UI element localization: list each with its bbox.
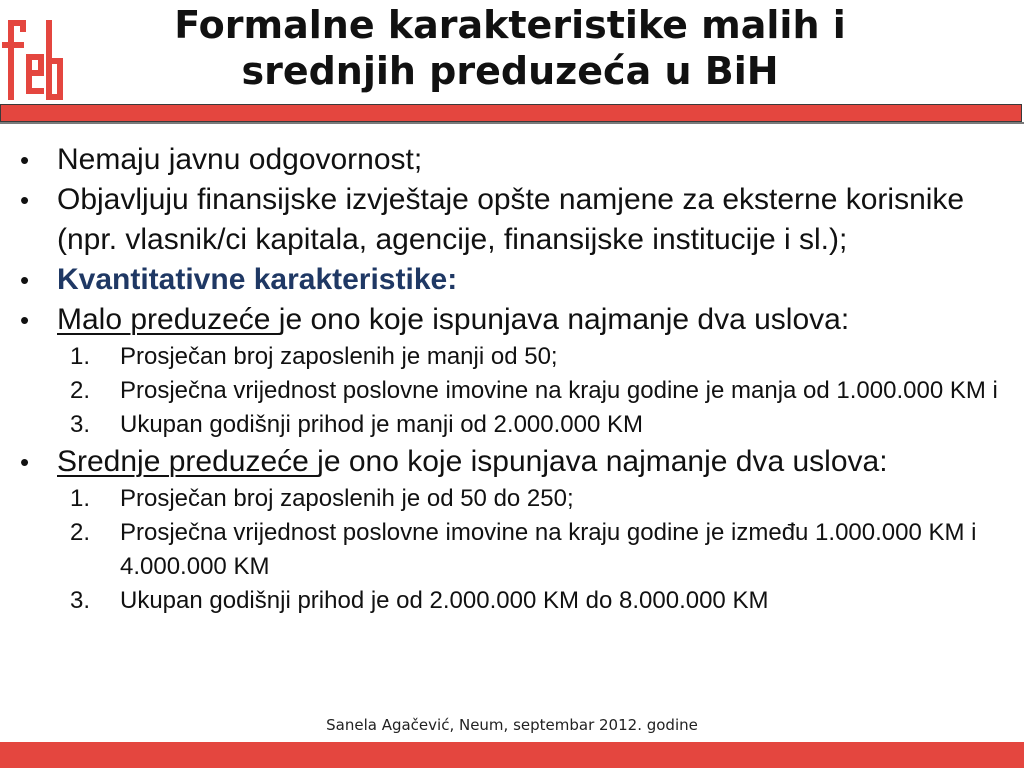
list-number: 2. (70, 377, 91, 404)
small-enterprise-term: Malo preduzeće (57, 303, 279, 336)
list-item-text: Prosječna vrijednost poslovne imovine na kraju godine je manja od 1.000.000 KM i (120, 377, 998, 404)
title-red-bar (0, 104, 1022, 122)
bullet-list (20, 442, 1010, 482)
bullet-text: Objavljuju finansijske izvještaje opšte namjene za eksterne korisnike (npr. vlasnik/ci kapitala, agencije, finansijske institucije i sl.); (57, 183, 965, 256)
slide-title: Formalne karakteristike malih i srednjih preduzeća u BiH (174, 3, 846, 93)
list-item-text: Prosječan broj zaposlenih je od 50 do 250; (120, 485, 574, 512)
bullet-no-public-accountability (20, 140, 1010, 180)
list-number: 3. (70, 411, 91, 438)
feb-logo-icon (2, 14, 64, 104)
bullet-text: Kvantitativne karakteristike: (57, 263, 458, 296)
list-item-text: Prosječna vrijednost poslovne imovine na kraju godine je između 1.000.000 KM i 4.000.000 KM (120, 519, 977, 580)
medium-enterprise-term: Srednje preduzeće (57, 445, 318, 478)
bullet-marker: • (20, 447, 30, 477)
title-underline-rule (0, 122, 1024, 124)
list-number: 1. (70, 343, 91, 370)
bullet-marker: • (20, 145, 30, 175)
list-item-text: Prosječan broj zaposlenih je manji od 50; (120, 343, 558, 370)
list-number: 3. (70, 587, 91, 614)
list-number: 2. (70, 519, 91, 546)
bullet-quantitative-heading (20, 260, 1010, 300)
bullet-text: je ono koje ispunjava najmanje dva uslova: (278, 303, 850, 336)
list-item (20, 340, 1010, 374)
bullet-small-enterprise (20, 300, 1010, 340)
footer-red-bar (0, 742, 1024, 768)
bullet-text: Nemaju javnu odgovornost; (57, 143, 423, 176)
list-item (20, 374, 1010, 408)
slide-footer: Sanela Agačević, Neum, septembar 2012. godine (326, 716, 698, 734)
small-enterprise-conditions (20, 340, 1010, 442)
slide-content (20, 140, 1010, 618)
bullet-financial-statements (20, 180, 1010, 260)
list-item-text: Ukupan godišnji prihod je od 2.000.000 KM do 8.000.000 KM (120, 587, 769, 614)
bullet-marker: • (20, 305, 30, 335)
list-item (20, 516, 1010, 584)
list-item (20, 482, 1010, 516)
bullet-text: je ono koje ispunjava najmanje dva uslova: (317, 445, 888, 478)
list-item (20, 408, 1010, 442)
list-item (20, 584, 1010, 618)
bullet-medium-enterprise (20, 442, 1010, 482)
bullet-list (20, 140, 1010, 340)
bullet-marker: • (20, 265, 30, 295)
medium-enterprise-conditions (20, 482, 1010, 618)
list-number: 1. (70, 485, 91, 512)
list-item-text: Ukupan godišnji prihod je manji od 2.000.000 KM (120, 411, 643, 438)
bullet-marker: • (20, 185, 30, 215)
